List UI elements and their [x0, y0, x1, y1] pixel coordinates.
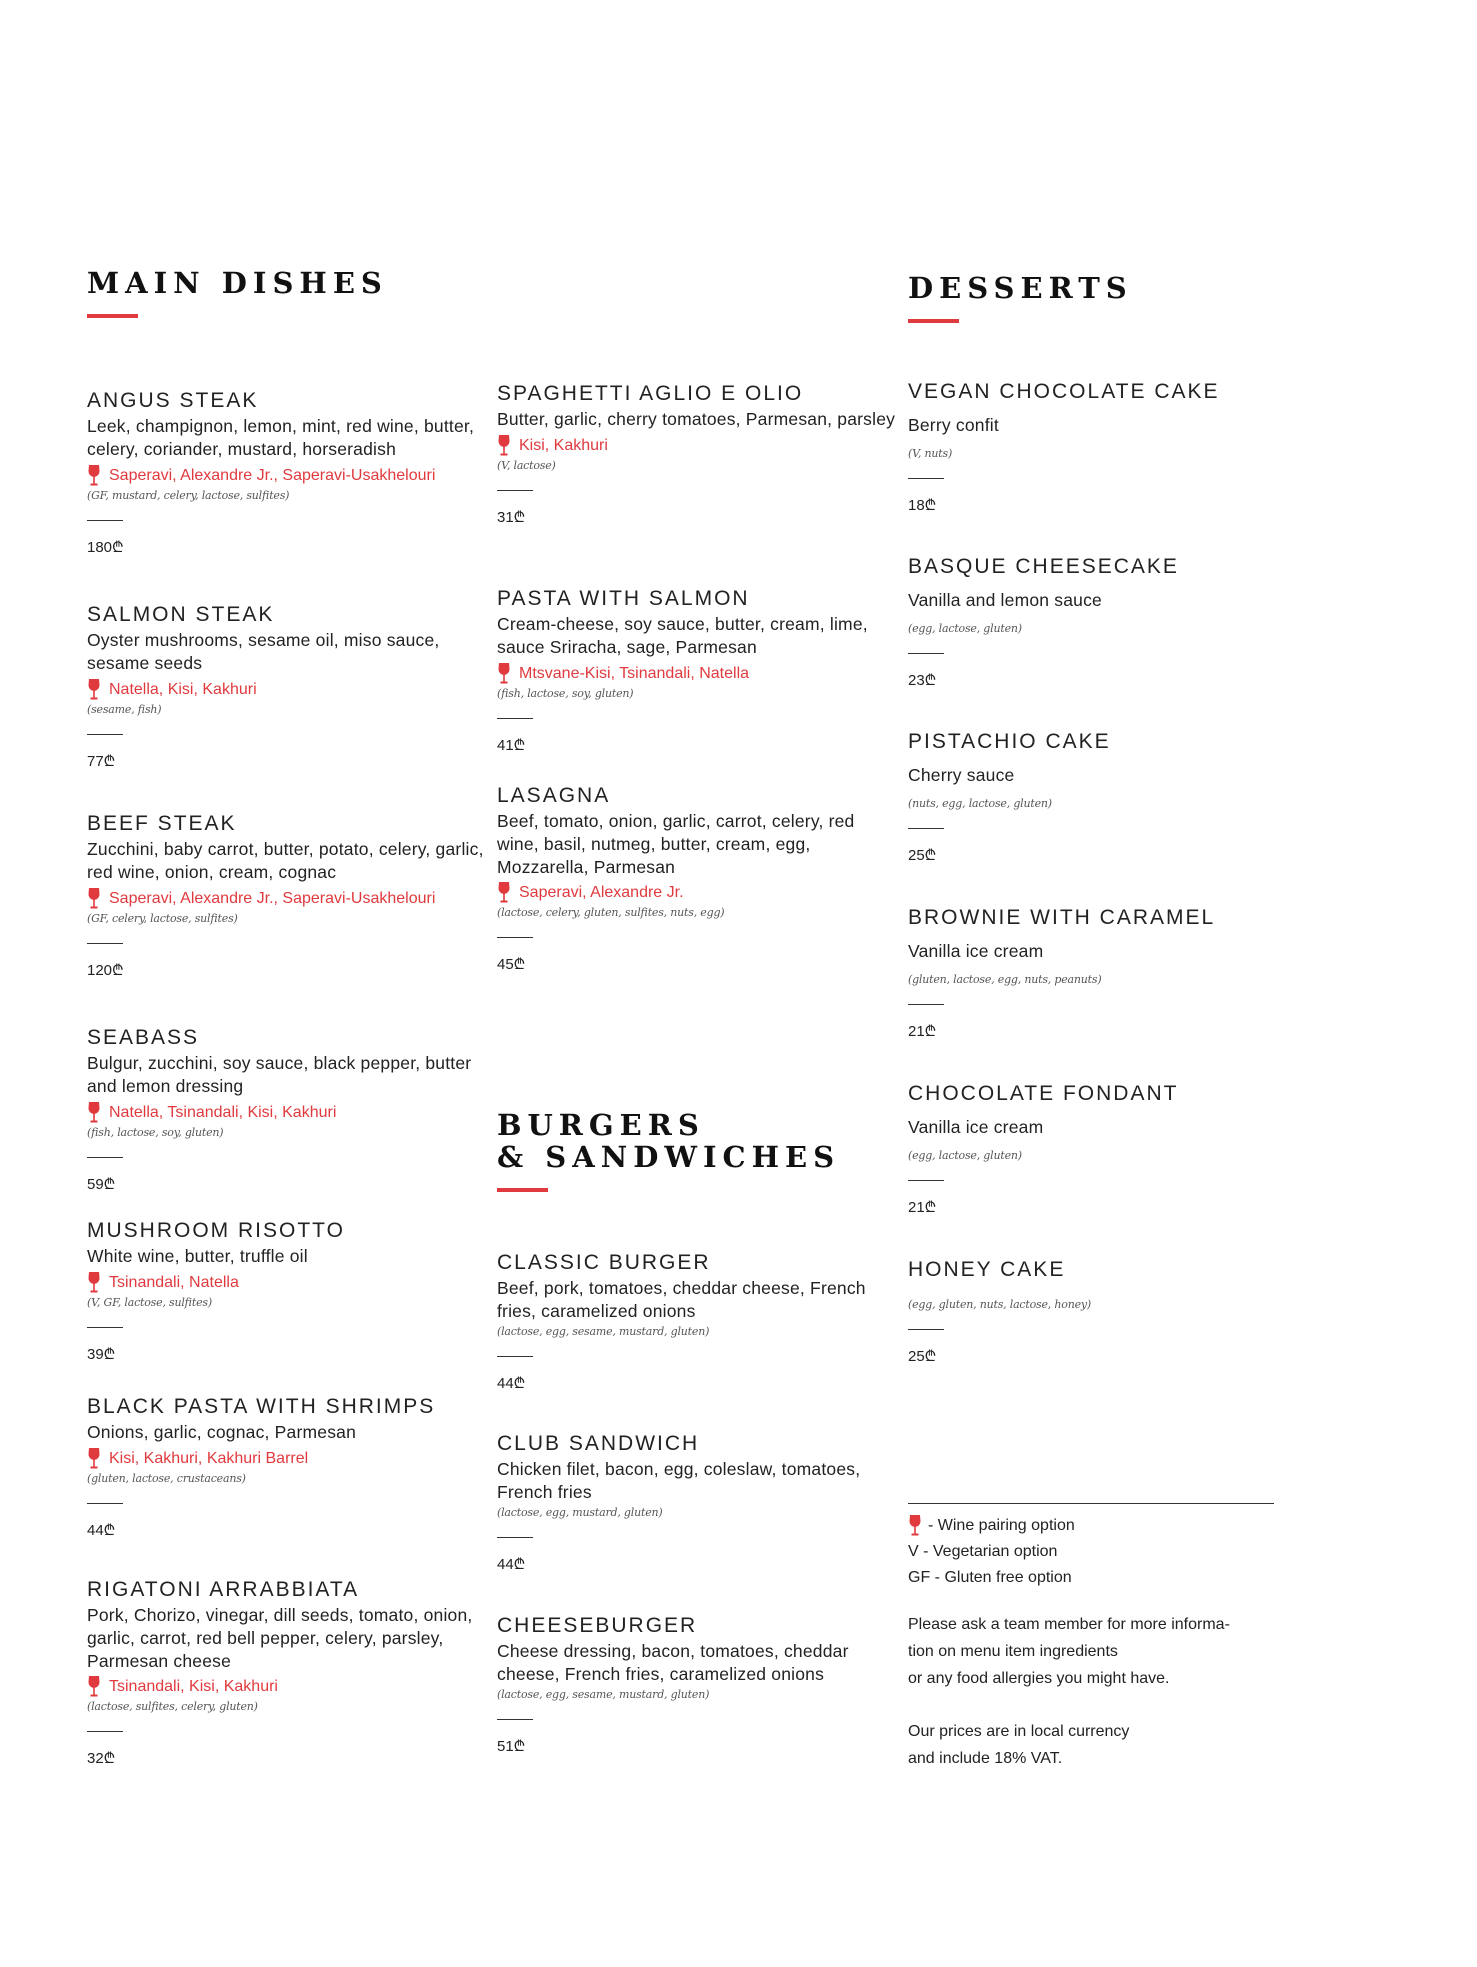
- dish-description: Vanilla ice cream: [908, 1117, 1044, 1138]
- allergens: (V, nuts): [908, 446, 953, 460]
- divider: [497, 1537, 533, 1538]
- wine-pairing: [87, 1102, 487, 1124]
- dish-description: Chicken filet, bacon, egg, coleslaw, tomatoes, French fries: [497, 1459, 861, 1502]
- legend-wine: [908, 1513, 1278, 1539]
- dish-price: 21₾: [908, 1022, 937, 1040]
- dish-description: Cheese dressing, bacon, tomatoes, cheddar cheese, French fries, caramelized onions: [497, 1641, 849, 1684]
- legend-vegetarian-text: V - Vegetarian option: [908, 1543, 1058, 1560]
- desserts-header: [908, 273, 1133, 323]
- dish-price: 21₾: [908, 1198, 937, 1216]
- dish-name: BLACK PASTA WITH SHRIMPS: [87, 1395, 436, 1418]
- wine-glass-icon: [87, 1448, 101, 1470]
- dish-price: 120₾: [87, 961, 124, 979]
- divider: [908, 653, 944, 654]
- title-underline: [908, 319, 959, 323]
- dish-price: 77₾: [87, 752, 116, 770]
- divider: [87, 1327, 123, 1328]
- allergens: (fish, lactose, soy, gluten): [87, 1125, 224, 1139]
- divider: [87, 1157, 123, 1158]
- dish-name: HONEY CAKE: [908, 1258, 1066, 1281]
- dish-price: 23₾: [908, 671, 937, 689]
- divider: [908, 828, 944, 829]
- divider: [87, 520, 123, 521]
- wine-pairing: [87, 465, 487, 487]
- price-note: Our prices are in local currency and include 18% VAT.: [908, 1723, 1130, 1767]
- dish-price: 25₾: [908, 1348, 937, 1366]
- dish-name: CLUB SANDWICH: [497, 1432, 700, 1455]
- divider: [908, 1004, 944, 1005]
- dish-name: BASQUE CHEESECAKE: [908, 555, 1179, 578]
- wine-list: Kisi, Kakhuri: [519, 436, 608, 454]
- wine-pairing: [497, 663, 897, 685]
- wine-glass-icon: [87, 888, 101, 910]
- dish-name: SPAGHETTI AGLIO E OLIO: [497, 382, 804, 405]
- middle-column: [497, 0, 897, 1967]
- dish-price: 180₾: [87, 538, 124, 556]
- dish-name: SALMON STEAK: [87, 603, 275, 626]
- wine-list: Mtsvane-Kisi, Tsinandali, Natella: [519, 664, 750, 682]
- dish-name: MUSHROOM RISOTTO: [87, 1219, 345, 1242]
- dish-club-sandwich: [497, 1432, 897, 1574]
- dish-name: RIGATONI ARRABBIATA: [87, 1578, 360, 1601]
- wine-glass-icon: [87, 1272, 101, 1294]
- allergens: (V, lactose): [497, 458, 556, 472]
- dish-spaghetti-aglio-e-olio: [497, 382, 897, 527]
- dish-black-pasta-with-shrimps: [87, 1395, 487, 1540]
- allergens: (egg, lactose, gluten): [908, 621, 1022, 635]
- dish-name: PISTACHIO CAKE: [908, 730, 1111, 753]
- wine-pairing: [87, 1676, 487, 1698]
- wine-glass-icon: [87, 465, 101, 487]
- dish-name: CLASSIC BURGER: [497, 1251, 711, 1274]
- allergens: (lactose, egg, sesame, mustard, gluten): [497, 1687, 710, 1701]
- divider: [87, 943, 123, 944]
- dish-name: SEABASS: [87, 1026, 200, 1049]
- dish-seabass: [87, 1026, 487, 1194]
- dish-price: 45₾: [497, 956, 526, 974]
- dish-pistachio-cake: [908, 730, 1308, 865]
- dish-chocolate-fondant: [908, 1082, 1308, 1217]
- divider: [908, 478, 944, 479]
- divider: [87, 1731, 123, 1732]
- wine-glass-icon: [87, 679, 101, 701]
- allergens: (GF, celery, lactose, sulfites): [87, 911, 238, 925]
- dish-price: 32₾: [87, 1750, 116, 1768]
- dish-name: CHEESEBURGER: [497, 1614, 698, 1637]
- main-dishes-header: [87, 268, 388, 318]
- allergens: (lactose, egg, mustard, gluten): [497, 1505, 663, 1519]
- title-underline: [497, 1188, 548, 1192]
- dish-price: 44₾: [497, 1374, 526, 1392]
- wine-glass-icon: [497, 663, 511, 685]
- dish-description: Oyster mushrooms, sesame oil, miso sauce, sesame seeds: [87, 630, 440, 673]
- dish-beef-steak: [87, 812, 487, 980]
- dish-name: PASTA WITH SALMON: [497, 587, 750, 610]
- wine-list: Natella, Tsinandali, Kisi, Kakhuri: [109, 1103, 337, 1121]
- allergens: (egg, gluten, nuts, lactose, honey): [908, 1298, 1091, 1312]
- dish-description: Vanilla ice cream: [908, 941, 1044, 962]
- allergens: (gluten, lactose, egg, nuts, peanuts): [908, 972, 1102, 986]
- section-title-main-dishes: MAIN DISHES: [87, 266, 388, 300]
- wine-pairing: [87, 679, 487, 701]
- dish-pasta-with-salmon: [497, 587, 897, 755]
- dish-brownie-with-caramel: [908, 906, 1308, 1041]
- dish-price: 59₾: [87, 1175, 116, 1193]
- wine-list: Saperavi, Alexandre Jr., Saperavi-Usakhelouri: [109, 466, 436, 484]
- allergens: (sesame, fish): [87, 702, 162, 716]
- legend-gluten-free-text: GF - Gluten free option: [908, 1569, 1072, 1586]
- dish-description: Berry confit: [908, 415, 999, 436]
- title-underline: [87, 314, 138, 318]
- divider: [497, 718, 533, 719]
- allergens: (egg, lactose, gluten): [908, 1148, 1022, 1162]
- dish-honey-cake: [908, 1258, 1308, 1366]
- allergens: (fish, lactose, soy, gluten): [497, 686, 634, 700]
- allergens: (V, GF, lactose, sulfites): [87, 1295, 212, 1309]
- dish-description: White wine, butter, truffle oil: [87, 1246, 308, 1267]
- dish-description: Butter, garlic, cherry tomatoes, Parmesan, parsley: [497, 409, 896, 430]
- wine-pairing: [497, 435, 897, 457]
- wine-list: Saperavi, Alexandre Jr.: [519, 884, 684, 902]
- dish-name: VEGAN CHOCOLATE CAKE: [908, 380, 1220, 403]
- divider: [497, 1356, 533, 1357]
- wine-pairing: [87, 1448, 487, 1470]
- wine-pairing: [87, 1272, 487, 1294]
- dish-angus-steak: [87, 389, 487, 557]
- wine-glass-icon: [497, 882, 511, 904]
- dish-price: 44₾: [87, 1521, 116, 1539]
- divider: [497, 937, 533, 938]
- dish-description: Pork, Chorizo, vinegar, dill seeds, tomato, onion, garlic, carrot, red bell pepper, celery, parsley, Parmesan cheese: [87, 1605, 473, 1671]
- desserts-column: [908, 0, 1308, 1967]
- allergens: (lactose, egg, sesame, mustard, gluten): [497, 1324, 710, 1338]
- divider: [497, 1719, 533, 1720]
- allergens: (gluten, lactose, crustaceans): [87, 1471, 246, 1485]
- legend-divider: [908, 1503, 1274, 1504]
- wine-pairing: [87, 888, 487, 910]
- dish-price: 44₾: [497, 1555, 526, 1573]
- dish-price: 25₾: [908, 846, 937, 864]
- main-dishes-column: [87, 0, 507, 1967]
- dish-name: BROWNIE WITH CARAMEL: [908, 906, 1216, 929]
- dish-basque-cheesecake: [908, 555, 1308, 690]
- legend-gluten-free: [908, 1565, 1278, 1591]
- wine-list: Tsinandali, Kisi, Kakhuri: [109, 1678, 278, 1696]
- dish-description: Beef, pork, tomatoes, cheddar cheese, French fries, caramelized onions: [497, 1278, 866, 1321]
- dish-description: Cherry sauce: [908, 765, 1015, 786]
- allergy-note: Please ask a team member for more informa- tion on menu item ingredients or any food allergies you might have.: [908, 1616, 1230, 1687]
- dish-name: CHOCOLATE FONDANT: [908, 1082, 1179, 1105]
- burgers-header: [497, 1110, 840, 1192]
- wine-list: Tsinandali, Natella: [109, 1273, 239, 1291]
- divider: [497, 490, 533, 491]
- dish-price: 18₾: [908, 496, 937, 514]
- wine-pairing: [497, 882, 897, 904]
- dish-description: Onions, garlic, cognac, Parmesan: [87, 1422, 357, 1443]
- dish-lasagna: [497, 784, 897, 974]
- wine-glass-icon: [87, 1102, 101, 1124]
- dish-description: Zucchini, baby carrot, butter, potato, celery, garlic, red wine, onion, cream, cognac: [87, 839, 484, 882]
- dish-price: 51₾: [497, 1737, 526, 1755]
- legend-vegetarian: [908, 1539, 1278, 1565]
- dish-description: Leek, champignon, lemon, mint, red wine, butter, celery, coriander, mustard, horseradish: [87, 416, 475, 459]
- dish-price: 41₾: [497, 736, 526, 754]
- section-title-burgers-sandwiches: BURGERS & SANDWICHES: [497, 1108, 841, 1174]
- legend: [908, 1513, 1278, 1772]
- divider: [87, 1503, 123, 1504]
- dish-description: Beef, tomato, onion, garlic, carrot, celery, red wine, basil, nutmeg, butter, cream, egg, Mozzarella, Parmesan: [497, 811, 855, 877]
- divider: [908, 1329, 944, 1330]
- legend-wine-text: - Wine pairing option: [928, 1517, 1075, 1534]
- wine-list: Saperavi, Alexandre Jr., Saperavi-Usakhelouri: [109, 889, 436, 907]
- wine-list: Kisi, Kakhuri, Kakhuri Barrel: [109, 1449, 309, 1467]
- allergens: (lactose, sulfites, celery, gluten): [87, 1700, 258, 1714]
- dish-price: 31₾: [497, 508, 526, 526]
- allergens: (lactose, celery, gluten, sulfites, nuts, egg): [497, 906, 725, 920]
- dish-vegan-chocolate-cake: [908, 380, 1308, 515]
- dish-description: Vanilla and lemon sauce: [908, 590, 1102, 611]
- wine-list: Natella, Kisi, Kakhuri: [109, 680, 257, 698]
- dish-mushroom-risotto: [87, 1219, 487, 1364]
- divider: [908, 1180, 944, 1181]
- dish-rigatoni-arrabbiata: [87, 1578, 487, 1768]
- section-title-desserts: DESSERTS: [908, 271, 1133, 305]
- dish-description: Cream-cheese, soy sauce, butter, cream, lime, sauce Sriracha, sage, Parmesan: [497, 614, 868, 657]
- allergens: (nuts, egg, lactose, gluten): [908, 796, 1052, 810]
- dish-price: 39₾: [87, 1345, 116, 1363]
- dish-name: ANGUS STEAK: [87, 389, 259, 412]
- dish-description: Bulgur, zucchini, soy sauce, black pepper, butter and lemon dressing: [87, 1053, 472, 1096]
- wine-glass-icon: [87, 1676, 101, 1698]
- wine-glass-icon: [497, 435, 511, 457]
- dish-cheeseburger: [497, 1614, 897, 1756]
- dish-name: BEEF STEAK: [87, 812, 237, 835]
- dish-classic-burger: [497, 1251, 897, 1393]
- divider: [87, 734, 123, 735]
- allergens: (GF, mustard, celery, lactose, sulfites): [87, 488, 290, 502]
- wine-glass-icon: [908, 1515, 922, 1537]
- dish-salmon-steak: [87, 603, 487, 771]
- dish-name: LASAGNA: [497, 784, 611, 807]
